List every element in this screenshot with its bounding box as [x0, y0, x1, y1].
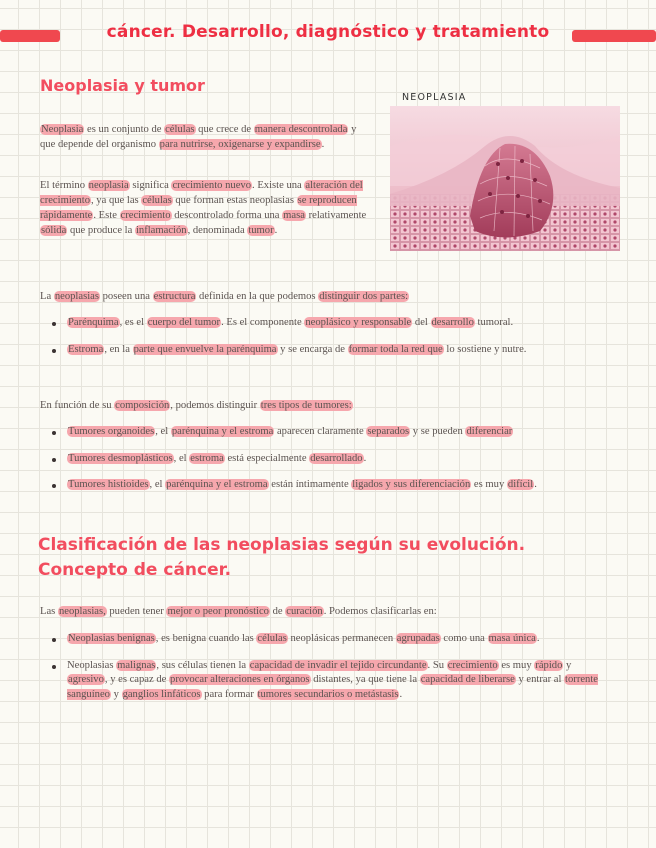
hl-text: para nutrirse, oxigenarse y expandirse	[159, 139, 321, 150]
text: , y es capaz de	[104, 674, 170, 685]
hl-text: Tumores organoides	[68, 426, 155, 437]
hl-text: agresivo	[68, 674, 104, 685]
paragraph-neoplasia-term	[40, 178, 385, 238]
text: pueden tener	[106, 606, 167, 617]
list-item-parenquima	[40, 316, 600, 331]
hl-text: separados	[367, 426, 410, 437]
text: , denominada	[187, 225, 248, 236]
hl-text: alteración del crecimiento	[40, 180, 363, 206]
text: lo sostiene y nutre.	[443, 343, 527, 355]
paragraph-composition	[40, 398, 620, 413]
paragraph-neoplasia-definition	[40, 122, 370, 152]
text: El término	[40, 180, 88, 191]
hl-text: tumores secundarios o metástasis	[257, 688, 399, 700]
hl-text: parte que envuelve la parénquima	[133, 343, 277, 355]
hl-text: torrente sanguíneo	[67, 674, 598, 700]
text: Las	[40, 606, 58, 617]
text: .	[321, 139, 325, 150]
text: como una	[440, 633, 488, 644]
heading-line: Clasificación de las neoplasias según su evolución.	[38, 535, 526, 555]
hl-text: ganglios linfáticos	[122, 688, 201, 700]
hl-text: rápido	[535, 659, 563, 671]
text: , el	[155, 426, 171, 437]
text: es muy	[498, 659, 535, 671]
hl-text: desarrollado	[310, 452, 363, 464]
hl-text: parénquina y el estroma	[171, 426, 274, 437]
text: .	[274, 225, 278, 236]
classification-list	[40, 632, 600, 702]
text: , ya que las	[91, 195, 142, 206]
text: relativamente	[305, 210, 367, 221]
text: distantes, ya que tiene la	[310, 674, 420, 685]
text: y entrar al	[515, 674, 565, 685]
text: , sus células tienen la	[156, 659, 249, 671]
text: aparecen claramente	[274, 426, 367, 437]
text: . Existe una	[252, 180, 305, 191]
hl-text: manera descontrolada	[254, 124, 348, 135]
list-item-desmoplasticos	[40, 452, 605, 467]
hl-text: composición	[115, 400, 170, 411]
hl-text: neoplasia	[88, 180, 129, 191]
text: , el	[173, 452, 190, 464]
text: y se pueden	[410, 426, 466, 437]
text: es muy	[471, 479, 507, 490]
hl-text: parénquina y el estroma	[166, 479, 268, 490]
hl-text: Tumores histioides	[68, 479, 149, 490]
list-item-estroma	[40, 343, 600, 358]
hl-text: mejor o peor pronóstico	[167, 606, 269, 617]
hl-text: capacidad de liberarse	[420, 674, 515, 685]
text: y	[563, 659, 572, 671]
hl-text: difícil	[507, 479, 534, 490]
text: La	[40, 291, 54, 302]
hl-text: estructura	[153, 291, 196, 302]
paragraph-pronostico	[40, 604, 620, 619]
section-heading-clasificacion	[38, 533, 638, 582]
hl-text: crecimiento	[120, 210, 171, 221]
text: .	[399, 688, 403, 700]
hl-text: ligados y sus diferenciación	[352, 479, 471, 490]
text: . Este	[93, 210, 120, 221]
text: Neoplasias	[67, 659, 117, 671]
hl-text: provocar alteraciones en órganos	[170, 674, 310, 685]
page-title: cáncer. Desarrollo, diagnóstico y tratamiento	[106, 22, 550, 42]
hl-text: estroma	[190, 452, 224, 464]
parts-list	[40, 316, 600, 357]
section-heading-neoplasia: Neoplasia y tumor	[40, 76, 205, 95]
text: del	[412, 317, 431, 328]
heading-line: Concepto de cáncer.	[38, 559, 232, 580]
hl-text: Estroma	[68, 343, 104, 355]
text: .	[363, 452, 367, 464]
text: , el	[149, 479, 166, 490]
hl-text: Neoplasia	[41, 124, 84, 135]
hl-text: diferenciar	[466, 426, 513, 437]
text: poseen una	[99, 291, 153, 302]
list-item-benignas	[40, 632, 600, 647]
text: que produce la	[67, 225, 135, 236]
text: neoplásicas permanecen	[287, 633, 396, 644]
hl-text: desarrollo	[431, 317, 474, 328]
hl-text: tumor	[248, 225, 274, 236]
hl-text: agrupadas	[396, 633, 440, 644]
hl-text: neoplásico y responsable	[305, 317, 412, 328]
hl-text: tres tipos de tumores:	[260, 400, 352, 411]
text: que crece de	[195, 124, 254, 135]
text: de	[269, 606, 286, 617]
text: . Es el componente	[221, 317, 305, 328]
hl-text: sólida	[41, 225, 67, 236]
hl-text: Neoplasias benignas	[68, 633, 155, 644]
hl-text: Tumores desmoplásticos	[68, 452, 173, 464]
text: que forman estas neoplasias	[172, 195, 297, 206]
hl-text: crecimiento	[447, 659, 498, 671]
text: .	[534, 479, 537, 490]
hl-text: células	[142, 195, 172, 206]
text: significa	[129, 180, 172, 191]
hl-text: distinguir dos partes:	[319, 291, 409, 302]
text: . Su	[427, 659, 447, 671]
list-item-malignas	[40, 659, 600, 703]
tumor-types-list	[40, 425, 605, 493]
text: , es benigna cuando las	[155, 633, 257, 644]
text: En función de su	[40, 400, 115, 411]
text: y que depende del organismo	[40, 124, 357, 150]
hl-text: células	[165, 124, 195, 135]
hl-text: se reproducen rápidamente	[40, 195, 357, 221]
hl-text: Parénquima	[68, 317, 119, 328]
hl-text: curación	[286, 606, 323, 617]
hl-text: cuerpo del tumor	[147, 317, 221, 328]
text: y	[110, 688, 122, 700]
hl-text: masa única	[488, 633, 536, 644]
text: . Podemos clasificarlas en:	[323, 606, 437, 617]
list-item-histioides	[40, 478, 605, 493]
hl-text: células	[257, 633, 287, 644]
list-item-organoides	[40, 425, 605, 440]
image-label: NEOPLASIA	[402, 92, 467, 103]
hl-text: formar toda la red que	[348, 343, 443, 355]
neoplasia-illustration	[390, 106, 620, 251]
hl-text: neoplasias	[54, 291, 99, 302]
text: está especialmente	[224, 452, 310, 464]
hl-text: masa	[283, 210, 305, 221]
text: y se encarga de	[277, 343, 348, 355]
hl-text: inflamación	[135, 225, 187, 236]
text: , es el	[119, 317, 147, 328]
text: definida en la que podemos	[196, 291, 319, 302]
text: tumoral.	[474, 317, 514, 328]
text: , podemos distinguir	[170, 400, 260, 411]
hl-text: neoplasias,	[58, 606, 106, 617]
text: es un conjunto de	[84, 124, 165, 135]
text: para formar	[201, 688, 257, 700]
hl-text: malignas	[117, 659, 156, 671]
text: , en la	[104, 343, 133, 355]
text: están íntimamente	[268, 479, 352, 490]
hl-text: capacidad de invadir el tejido circundante	[249, 659, 427, 671]
hl-text: crecimiento nuevo	[172, 180, 252, 191]
text: descontrolado forma una	[171, 210, 283, 221]
paragraph-structure	[40, 289, 620, 304]
text: .	[536, 633, 540, 644]
